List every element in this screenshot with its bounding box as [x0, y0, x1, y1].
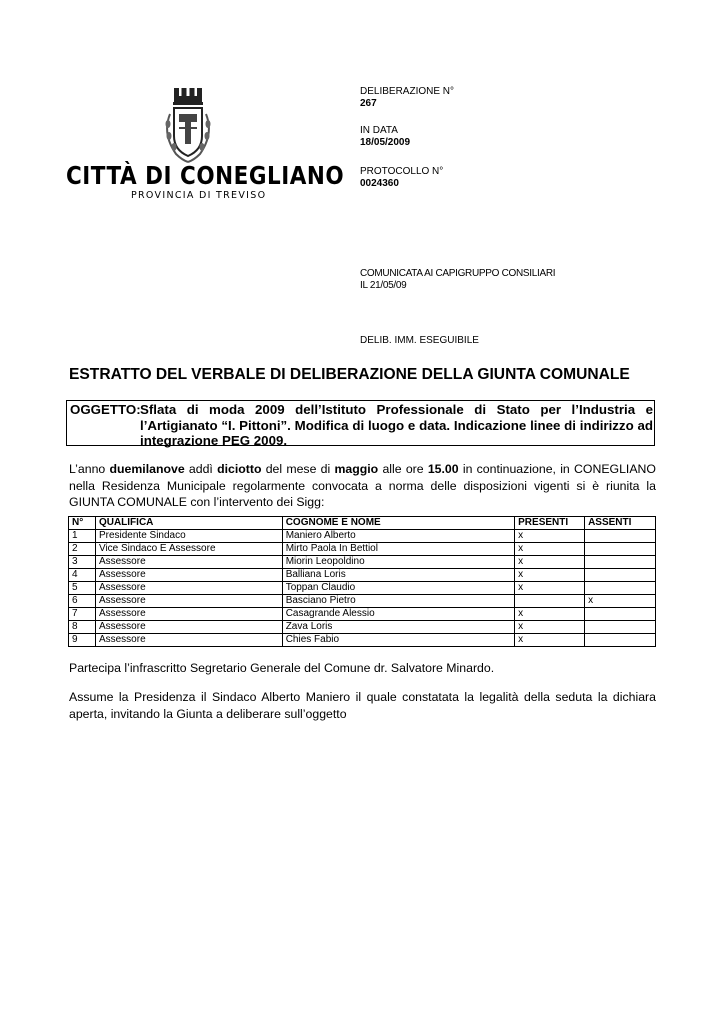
cell-name: Casagrande Alessio [282, 608, 514, 621]
subject-text: Sflata di moda 2009 dell’Istituto Professionale di Stato per l’Industria e l’Artigianato “I. Pittoni”. Modifica di luogo e data. Indicazione linee di indirizzo ad integrazione PEG 2009. [140, 402, 653, 448]
cell-number: 6 [69, 595, 96, 608]
secretary-paragraph: Partecipa l’infrascritto Segretario Generale del Comune dr. Salvatore Minardo. [69, 661, 495, 675]
subject-label: OGGETTO: [66, 400, 138, 446]
cell-number: 9 [69, 634, 96, 647]
cell-role: Assessore [95, 608, 282, 621]
table-row [69, 543, 656, 556]
cell-number: 3 [69, 556, 96, 569]
table-row [69, 556, 656, 569]
cell-role: Vice Sindaco E Assessore [95, 543, 282, 556]
cell-present [515, 595, 585, 608]
cell-role: Presidente Sindaco [95, 530, 282, 543]
table-row [69, 530, 656, 543]
header-name: COGNOME E NOME [282, 517, 514, 530]
cell-absent [585, 530, 656, 543]
header-number: N° [69, 517, 96, 530]
cell-present: x [515, 621, 585, 634]
cell-present: x [515, 530, 585, 543]
communication-line-2: IL 21/05/09 [360, 280, 407, 291]
cell-absent [585, 634, 656, 647]
date-value: 18/05/2009 [360, 137, 411, 148]
cell-present: x [515, 582, 585, 595]
cell-role: Assessore [95, 621, 282, 634]
cell-number: 2 [69, 543, 96, 556]
cell-absent [585, 543, 656, 556]
cell-role: Assessore [95, 569, 282, 582]
cell-role: Assessore [95, 582, 282, 595]
province-logo-text: PROVINCIA DI TREVISO [131, 190, 267, 201]
table-header-row [69, 517, 656, 530]
cell-absent [585, 582, 656, 595]
protocol-label: PROTOCOLLO N° [360, 166, 444, 177]
cell-name: Balliana Loris [282, 569, 514, 582]
cell-present: x [515, 634, 585, 647]
document-title: ESTRATTO DEL VERBALE DI DELIBERAZIONE DELLA GIUNTA COMUNALE [69, 366, 630, 383]
cell-name: Toppan Claudio [282, 582, 514, 595]
deliberazione-number: 267 [360, 98, 377, 109]
header-absent: ASSENTI [585, 517, 656, 530]
cell-absent [585, 569, 656, 582]
intro-text: in continuazione, in CONEGLIANO nella Residenza Municipale regolarmente convocata a norma delle disposizioni vigenti si è riunita la GIUNTA COMUNALE con l’intervento dei Sigg: [69, 462, 656, 509]
cell-number: 8 [69, 621, 96, 634]
date-block [360, 125, 410, 149]
subject-box [66, 400, 655, 448]
cell-number: 1 [69, 530, 96, 543]
cell-present: x [515, 569, 585, 582]
table-row [69, 634, 656, 647]
intro-paragraph [69, 461, 656, 511]
cell-absent [585, 621, 656, 634]
intro-day: diciotto [217, 462, 262, 476]
table-row [69, 569, 656, 582]
cell-absent: x [585, 595, 656, 608]
deliberazione-label: DELIBERAZIONE N° [360, 86, 455, 97]
immediate-execution-note: DELIB. IMM. ESEGUIBILE [360, 335, 479, 346]
intro-year: duemilanove [109, 462, 185, 476]
cell-number: 4 [69, 569, 96, 582]
cell-absent [585, 556, 656, 569]
intro-text: del mese di [261, 462, 335, 476]
table-row [69, 621, 656, 634]
date-label: IN DATA [360, 125, 398, 136]
attendance-table [68, 516, 656, 647]
table-row [69, 595, 656, 608]
communication-block [360, 268, 555, 292]
cell-name: Zava Loris [282, 621, 514, 634]
cell-role: Assessore [95, 595, 282, 608]
intro-text: L’anno [69, 462, 110, 476]
cell-absent [585, 608, 656, 621]
cell-name: Miorin Leopoldino [282, 556, 514, 569]
cell-role: Assessore [95, 634, 282, 647]
deliberazione-block [360, 86, 454, 110]
cell-present: x [515, 608, 585, 621]
presidency-paragraph: Assume la Presidenza il Sindaco Alberto Maniero il quale constatata la legalità della seduta la dichiara aperta, invitando la Giunta a deliberare sull’oggetto [69, 690, 656, 721]
protocol-block [360, 166, 443, 190]
table-row [69, 582, 656, 595]
header-present: PRESENTI [515, 517, 585, 530]
cell-role: Assessore [95, 556, 282, 569]
communication-line-1: COMUNICATA AI CAPIGRUPPO CONSILIARI [360, 268, 556, 279]
cell-name: Chies Fabio [282, 634, 514, 647]
intro-month: maggio [334, 462, 379, 476]
intro-time: 15.00 [427, 462, 459, 476]
coat-of-arms-icon [160, 84, 216, 166]
cell-name: Maniero Alberto [282, 530, 514, 543]
cell-number: 5 [69, 582, 96, 595]
intro-text: addì [184, 462, 218, 476]
table-row [69, 608, 656, 621]
cell-present: x [515, 556, 585, 569]
protocol-number: 0024360 [360, 178, 399, 189]
city-name-logo-text: CITTÀ DI CONEGLIANO [66, 161, 345, 190]
cell-name: Basciano Pietro [282, 595, 514, 608]
cell-name: Mirto Paola In Bettiol [282, 543, 514, 556]
cell-present: x [515, 543, 585, 556]
header-role: QUALIFICA [95, 517, 282, 530]
cell-number: 7 [69, 608, 96, 621]
intro-text: alle ore [378, 462, 428, 476]
